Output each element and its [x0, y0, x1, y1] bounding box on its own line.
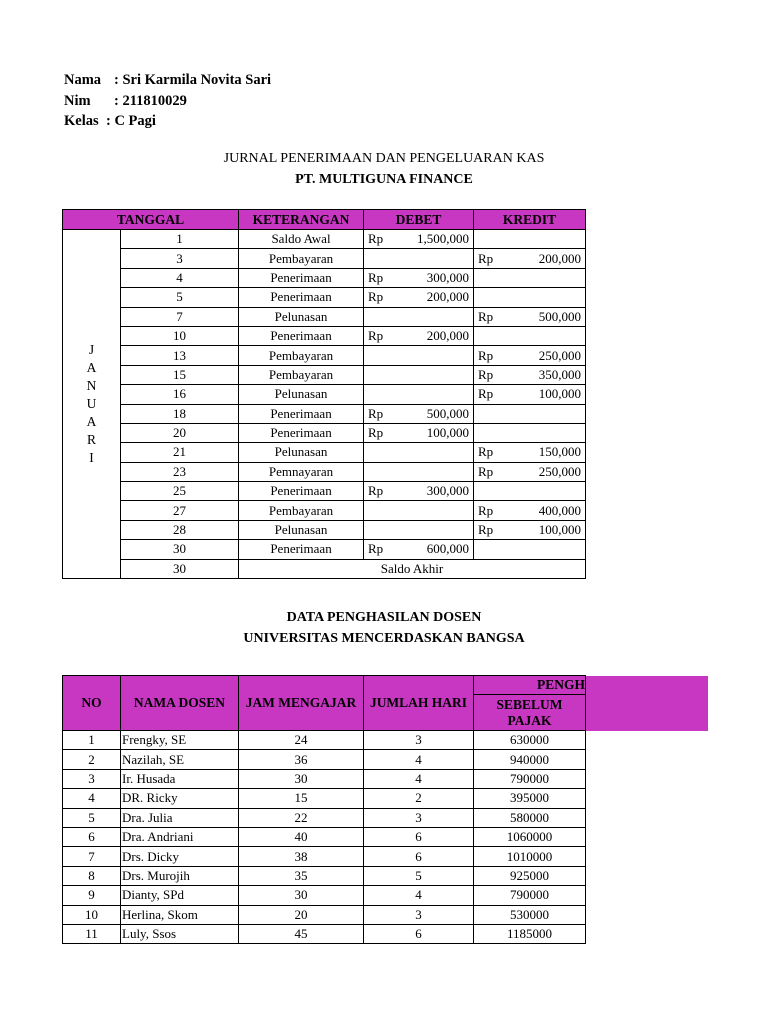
- dosen-sebelum-pajak: 1010000: [474, 847, 586, 866]
- currency-label: Rp: [478, 502, 494, 518]
- dosen-sebelum-pajak: 925000: [474, 866, 586, 885]
- jurnal-kredit-cell: [474, 540, 586, 559]
- jurnal-desc: Pelunasan: [239, 385, 364, 404]
- dosen-no: 10: [63, 905, 121, 924]
- month-label: [63, 230, 121, 579]
- jurnal-debet-cell: [364, 423, 474, 442]
- dosen-jam: 35: [239, 866, 364, 885]
- header-jumlah-hari: JUMLAH HARI: [364, 676, 474, 731]
- month-letter: R: [86, 432, 96, 448]
- jurnal-final-desc: Saldo Akhir: [239, 559, 586, 578]
- name-label: Nama: [64, 72, 102, 88]
- student-kelas-line: [64, 111, 271, 132]
- dosen-nama: Drs. Murojih: [121, 866, 239, 885]
- jurnal-row: [63, 520, 586, 539]
- dosen-jam: 36: [239, 750, 364, 769]
- jurnal-date: 30: [121, 540, 239, 559]
- currency-label: Rp: [368, 405, 384, 421]
- jurnal-date: 15: [121, 365, 239, 384]
- jurnal-desc: Penerimaan: [239, 540, 364, 559]
- jurnal-kredit-amount: 500,000: [538, 308, 582, 324]
- jurnal-table: [62, 209, 586, 579]
- jurnal-title-block: [0, 149, 768, 190]
- dosen-row: [63, 905, 708, 924]
- header-pengh: PENGH: [474, 676, 586, 695]
- jurnal-kredit-amount: 150,000: [538, 444, 582, 460]
- money-value: [364, 288, 473, 306]
- currency-label: Rp: [478, 386, 494, 402]
- jurnal-desc: Penerimaan: [239, 423, 364, 442]
- dosen-no: 3: [63, 769, 121, 788]
- dosen-no: 11: [63, 924, 121, 943]
- dosen-blank: [586, 924, 708, 943]
- month-letter: U: [86, 396, 97, 412]
- jurnal-debet-cell: [364, 249, 474, 268]
- dosen-no: 2: [63, 750, 121, 769]
- jurnal-desc: Penerimaan: [239, 482, 364, 501]
- dosen-jam: 45: [239, 924, 364, 943]
- jurnal-kredit-amount: 100,000: [538, 522, 582, 538]
- jurnal-debet-amount: 200,000: [426, 289, 470, 305]
- jurnal-row: [63, 462, 586, 481]
- dosen-row: [63, 866, 708, 885]
- dosen-title: DATA PENGHASILAN DOSEN: [286, 610, 482, 625]
- dosen-nama: Herlina, Skom: [121, 905, 239, 924]
- jurnal-debet-cell: [364, 501, 474, 520]
- dosen-sebelum-pajak: 1185000: [474, 924, 586, 943]
- money-value: [364, 405, 473, 423]
- name-value: : Sri Karmila Novita Sari: [114, 72, 272, 88]
- dosen-hari: 6: [364, 924, 474, 943]
- jurnal-date: 23: [121, 462, 239, 481]
- dosen-nama: Dra. Julia: [121, 808, 239, 827]
- jurnal-row: [63, 249, 586, 268]
- money-value: [474, 308, 585, 326]
- dosen-blank: [586, 827, 708, 846]
- jurnal-kredit-cell: [474, 462, 586, 481]
- jurnal-debet-cell: [364, 404, 474, 423]
- header-sebelum-pajak: SEBELUM PAJAK: [474, 695, 586, 731]
- student-name-line: [64, 70, 271, 91]
- month-letter: N: [86, 378, 97, 394]
- jurnal-kredit-cell: [474, 288, 586, 307]
- currency-label: Rp: [368, 483, 384, 499]
- jurnal-kredit-cell: [474, 385, 586, 404]
- jurnal-debet-amount: 300,000: [426, 269, 470, 285]
- jurnal-debet-amount: 1,500,000: [417, 231, 470, 247]
- month-letter: I: [89, 450, 94, 466]
- jurnal-date: 27: [121, 501, 239, 520]
- dosen-hari: 3: [364, 808, 474, 827]
- jurnal-debet-cell: [364, 365, 474, 384]
- jurnal-kredit-cell: [474, 423, 586, 442]
- dosen-nama: Drs. Dicky: [121, 847, 239, 866]
- student-info: [64, 70, 271, 132]
- jurnal-company: PT. MULTIGUNA FINANCE: [295, 171, 473, 187]
- dosen-hari: 4: [364, 769, 474, 788]
- jurnal-kredit-amount: 400,000: [538, 502, 582, 518]
- jurnal-debet-cell: [364, 385, 474, 404]
- dosen-sebelum-pajak: 790000: [474, 769, 586, 788]
- money-value: [364, 540, 473, 558]
- dosen-hari: 2: [364, 789, 474, 808]
- currency-label: Rp: [478, 347, 494, 363]
- dosen-hari: 6: [364, 847, 474, 866]
- dosen-row: [63, 789, 708, 808]
- jurnal-row: [63, 540, 586, 559]
- dosen-row: [63, 924, 708, 943]
- dosen-no: 6: [63, 827, 121, 846]
- dosen-sebelum-pajak: 790000: [474, 886, 586, 905]
- jurnal-desc: Pelunasan: [239, 443, 364, 462]
- jurnal-debet-cell: [364, 540, 474, 559]
- jurnal-debet-cell: [364, 346, 474, 365]
- jurnal-debet-cell: [364, 482, 474, 501]
- kelas-value: : C Pagi: [106, 113, 156, 129]
- jurnal-title: JURNAL PENERIMAAN DAN PENGELUARAN KAS: [223, 151, 545, 166]
- jurnal-final-row: [63, 559, 586, 578]
- header-debet: DEBET: [364, 210, 474, 230]
- dosen-row: [63, 769, 708, 788]
- jurnal-row: [63, 443, 586, 462]
- jurnal-date: 7: [121, 307, 239, 326]
- jurnal-desc: Penerimaan: [239, 404, 364, 423]
- jurnal-debet-cell: [364, 462, 474, 481]
- dosen-nama: Dra. Andriani: [121, 827, 239, 846]
- dosen-sebelum-pajak: 1060000: [474, 827, 586, 846]
- dosen-hari: 5: [364, 866, 474, 885]
- jurnal-date: 10: [121, 326, 239, 345]
- jurnal-row: [63, 268, 586, 287]
- header-fill: [586, 676, 708, 731]
- dosen-hari: 3: [364, 905, 474, 924]
- money-value: [364, 269, 473, 287]
- jurnal-debet-cell: [364, 443, 474, 462]
- dosen-nama: Nazilah, SE: [121, 750, 239, 769]
- currency-label: Rp: [368, 289, 384, 305]
- dosen-nama: Frengky, SE: [121, 731, 239, 750]
- money-value: [474, 347, 585, 365]
- dosen-blank: [586, 905, 708, 924]
- jurnal-desc: Pembayaran: [239, 501, 364, 520]
- dosen-blank: [586, 789, 708, 808]
- jurnal-desc: Saldo Awal: [239, 230, 364, 249]
- jurnal-debet-cell: [364, 288, 474, 307]
- month-letter: J: [88, 342, 95, 358]
- jurnal-header-row: [63, 210, 586, 230]
- header-nama-dosen: NAMA DOSEN: [121, 676, 239, 731]
- jurnal-debet-cell: [364, 326, 474, 345]
- dosen-blank: [586, 731, 708, 750]
- dosen-jam: 30: [239, 886, 364, 905]
- jurnal-row: [63, 365, 586, 384]
- jurnal-debet-amount: 200,000: [426, 328, 470, 344]
- jurnal-kredit-cell: [474, 404, 586, 423]
- jurnal-desc: Pemnayaran: [239, 462, 364, 481]
- jurnal-debet-cell: [364, 307, 474, 326]
- dosen-hari: 6: [364, 827, 474, 846]
- money-value: [474, 521, 585, 539]
- header-no: NO: [63, 676, 121, 731]
- jurnal-row: [63, 482, 586, 501]
- money-value: [364, 230, 473, 248]
- dosen-blank: [586, 769, 708, 788]
- jurnal-kredit-cell: [474, 443, 586, 462]
- dosen-university: UNIVERSITAS MENCERDASKAN BANGSA: [243, 630, 525, 646]
- dosen-row: [63, 827, 708, 846]
- jurnal-kredit-amount: 200,000: [538, 250, 582, 266]
- dosen-no: 5: [63, 808, 121, 827]
- currency-label: Rp: [478, 308, 494, 324]
- dosen-row: [63, 731, 708, 750]
- header-kredit: KREDIT: [474, 210, 586, 230]
- currency-label: Rp: [368, 328, 384, 344]
- dosen-jam: 40: [239, 827, 364, 846]
- dosen-row: [63, 750, 708, 769]
- currency-label: Rp: [368, 269, 384, 285]
- money-value: [474, 502, 585, 520]
- jurnal-date: 5: [121, 288, 239, 307]
- dosen-jam: 30: [239, 769, 364, 788]
- jurnal-row: [63, 404, 586, 423]
- currency-label: Rp: [368, 425, 384, 441]
- dosen-nama: DR. Ricky: [121, 789, 239, 808]
- jurnal-date: 28: [121, 520, 239, 539]
- jurnal-row: [63, 326, 586, 345]
- money-value: [474, 250, 585, 268]
- jurnal-date: 16: [121, 385, 239, 404]
- currency-label: Rp: [478, 366, 494, 382]
- dosen-no: 7: [63, 847, 121, 866]
- currency-label: Rp: [478, 250, 494, 266]
- jurnal-debet-amount: 100,000: [426, 425, 470, 441]
- dosen-blank: [586, 750, 708, 769]
- currency-label: Rp: [478, 463, 494, 479]
- month-letter: A: [86, 414, 97, 430]
- jurnal-desc: Penerimaan: [239, 326, 364, 345]
- jurnal-kredit-cell: [474, 326, 586, 345]
- dosen-no: 8: [63, 866, 121, 885]
- currency-label: Rp: [368, 541, 384, 557]
- dosen-jam: 22: [239, 808, 364, 827]
- dosen-row: [63, 886, 708, 905]
- dosen-header-row-1: [63, 676, 708, 695]
- dosen-sebelum-pajak: 630000: [474, 731, 586, 750]
- dosen-jam: 20: [239, 905, 364, 924]
- header-tanggal: TANGGAL: [63, 210, 239, 230]
- currency-label: Rp: [478, 522, 494, 538]
- dosen-title-block: [0, 608, 768, 649]
- dosen-sebelum-pajak: 580000: [474, 808, 586, 827]
- jurnal-row: [63, 288, 586, 307]
- dosen-hari: 4: [364, 750, 474, 769]
- jurnal-debet-amount: 500,000: [426, 405, 470, 421]
- dosen-blank: [586, 808, 708, 827]
- money-value: [474, 463, 585, 481]
- jurnal-debet-cell: [364, 268, 474, 287]
- kelas-label: Kelas: [64, 113, 99, 129]
- money-value: [364, 327, 473, 345]
- money-value: [474, 385, 585, 403]
- jurnal-debet-amount: 600,000: [426, 541, 470, 557]
- dosen-sebelum-pajak: 395000: [474, 789, 586, 808]
- nim-label: Nim: [64, 92, 91, 109]
- student-nim-line: [64, 91, 271, 112]
- jurnal-date: 4: [121, 268, 239, 287]
- jurnal-kredit-cell: [474, 230, 586, 249]
- dosen-row: [63, 808, 708, 827]
- jurnal-kredit-amount: 250,000: [538, 463, 582, 479]
- dosen-sebelum-pajak: 940000: [474, 750, 586, 769]
- dosen-no: 9: [63, 886, 121, 905]
- currency-label: Rp: [368, 231, 384, 247]
- jurnal-kredit-cell: [474, 268, 586, 287]
- jurnal-desc: Pelunasan: [239, 520, 364, 539]
- jurnal-desc: Penerimaan: [239, 288, 364, 307]
- jurnal-kredit-amount: 100,000: [538, 386, 582, 402]
- jurnal-final-date: 30: [121, 559, 239, 578]
- dosen-nama: Luly, Ssos: [121, 924, 239, 943]
- jurnal-desc: Pembayaran: [239, 365, 364, 384]
- dosen-jam: 24: [239, 731, 364, 750]
- money-value: [474, 366, 585, 384]
- jurnal-kredit-cell: [474, 365, 586, 384]
- jurnal-date: 13: [121, 346, 239, 365]
- dosen-blank: [586, 866, 708, 885]
- jurnal-row: [63, 230, 586, 249]
- jurnal-kredit-amount: 350,000: [538, 366, 582, 382]
- jurnal-date: 18: [121, 404, 239, 423]
- jurnal-kredit-amount: 250,000: [538, 347, 582, 363]
- jurnal-desc: Pembayaran: [239, 249, 364, 268]
- dosen-nama: Ir. Husada: [121, 769, 239, 788]
- jurnal-kredit-cell: [474, 346, 586, 365]
- dosen-table: [62, 675, 708, 944]
- jurnal-desc: Penerimaan: [239, 268, 364, 287]
- money-value: [474, 443, 585, 461]
- jurnal-kredit-cell: [474, 520, 586, 539]
- jurnal-debet-cell: [364, 520, 474, 539]
- jurnal-kredit-cell: [474, 501, 586, 520]
- jurnal-date: 20: [121, 423, 239, 442]
- money-value: [364, 424, 473, 442]
- jurnal-date: 1: [121, 230, 239, 249]
- dosen-blank: [586, 847, 708, 866]
- jurnal-debet-amount: 300,000: [426, 483, 470, 499]
- jurnal-kredit-cell: [474, 249, 586, 268]
- dosen-no: 1: [63, 731, 121, 750]
- dosen-nama: Dianty, SPd: [121, 886, 239, 905]
- jurnal-row: [63, 346, 586, 365]
- jurnal-desc: Pembayaran: [239, 346, 364, 365]
- jurnal-date: 21: [121, 443, 239, 462]
- jurnal-row: [63, 307, 586, 326]
- jurnal-desc: Pelunasan: [239, 307, 364, 326]
- jurnal-date: 3: [121, 249, 239, 268]
- jurnal-date: 25: [121, 482, 239, 501]
- dosen-blank: [586, 886, 708, 905]
- dosen-jam: 38: [239, 847, 364, 866]
- jurnal-debet-cell: [364, 230, 474, 249]
- jurnal-kredit-cell: [474, 482, 586, 501]
- dosen-no: 4: [63, 789, 121, 808]
- month-letter: A: [86, 360, 97, 376]
- dosen-hari: 4: [364, 886, 474, 905]
- dosen-jam: 15: [239, 789, 364, 808]
- jurnal-row: [63, 385, 586, 404]
- jurnal-row: [63, 423, 586, 442]
- nim-value: : 211810029: [114, 92, 187, 109]
- money-value: [364, 482, 473, 500]
- jurnal-kredit-cell: [474, 307, 586, 326]
- dosen-sebelum-pajak: 530000: [474, 905, 586, 924]
- header-keterangan: KETERANGAN: [239, 210, 364, 230]
- header-jam-mengajar: JAM MENGAJAR: [239, 676, 364, 731]
- jurnal-row: [63, 501, 586, 520]
- currency-label: Rp: [478, 444, 494, 460]
- dosen-row: [63, 847, 708, 866]
- dosen-hari: 3: [364, 731, 474, 750]
